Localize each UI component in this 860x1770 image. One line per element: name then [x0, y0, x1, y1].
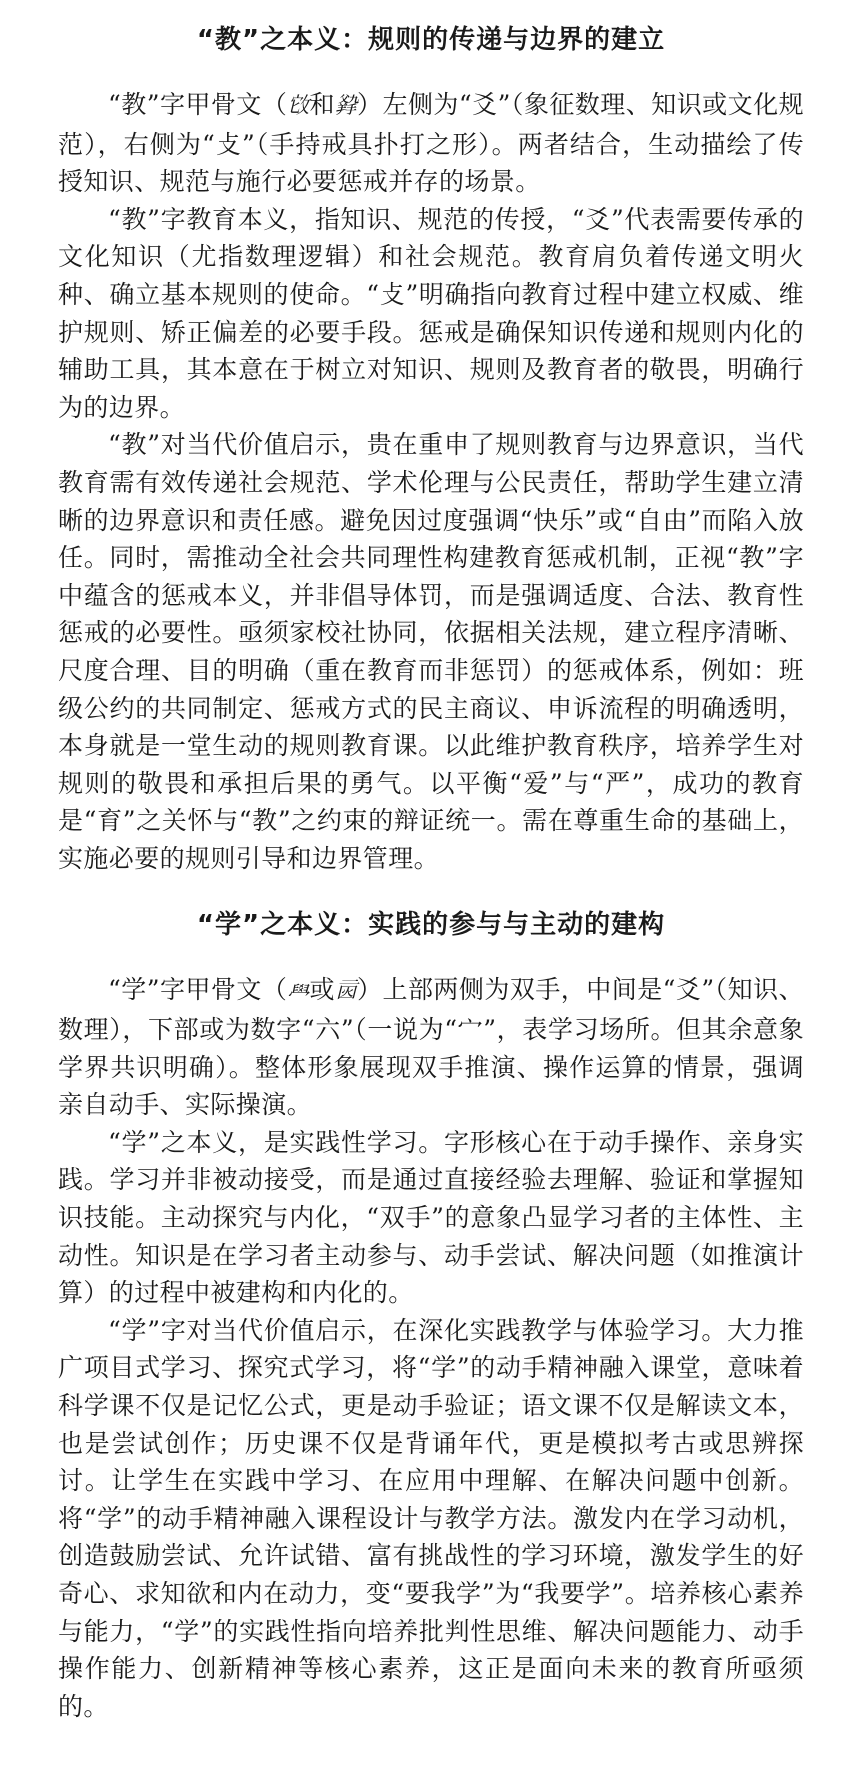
paragraph-text: “学”字甲骨文（ [108, 975, 288, 1005]
paragraph-xue-meaning: “学”之本义，是实践性学习。字形核心在于动手操作、亲身实践。学习并非被动接受，而是通过直接经验去理解、验证和掌握知识技能。主动探究与内化，“双手”的意象凸显学习者的主体性、主动性。知识是在学习者主动参与、动手尝试、解决问题（如推演计算）的过程中被建构和内化的。 [58, 1127, 804, 1308]
oracle-bone-glyph-xue-2: 𠄰 [334, 979, 357, 1005]
paragraph-text: 和 [309, 90, 335, 119]
paragraph-jiao-oracle-bone [58, 86, 804, 201]
oracle-bone-glyph-xue-1: 𦥯 [287, 979, 310, 1005]
paragraph-text: 或 [309, 975, 335, 1005]
paragraph-text: ）上部两侧为双手，中间是“爻”（知识、数理），下部或为数字“六”（一说为“宀”，表学习场所。但其余意象学界共识明确）。整体形象展现双手推演、操作运算的情景，强调亲自动手、实际操演。 [58, 975, 804, 1120]
section-xue [58, 903, 804, 1725]
paragraph-text: “教”字甲骨文（ [108, 90, 288, 119]
paragraph-jiao-meaning: “教”字教育本义，指知识、规范的传授，“爻”代表需要传承的文化知识（尤指数理逻辑）和社会规范。教育肩负着传递文明火种、确立基本规则的使命。“攴”明确指向教育过程中建立权威、维护规则、矫正偏差的必要手段。惩戒是确保知识传递和规则内化的辅助工具，其本意在于树立对知识、规则及教育者的敬畏，明确行为的边界。 [58, 204, 804, 422]
paragraph-text: ）左侧为“爻”（象征数理、知识或文化规范），右侧为“攴”（手持戒具扑打之形）。两者结合，生动描绘了传授知识、规范与施行必要惩戒并存的场景。 [58, 90, 804, 197]
oracle-bone-glyph-jiao-2: 𤕛 [334, 94, 357, 119]
section-title-xue: “学”之本义：实践的参与与主动的建构 [196, 910, 666, 941]
oracle-bone-glyph-jiao-1: 𢼊 [287, 94, 310, 119]
paragraph-xue-oracle-bone [58, 971, 804, 1123]
paragraph-jiao-contemporary: “教”对当代价值启示，贵在重申了规则教育与边界意识，当代教育需有效传递社会规范、学术伦理与公民责任，帮助学生建立清晰的边界意识和责任感。避免因过度强调“快乐”或“自由”而陷入放任。同时，需推动全社会共同理性构建教育惩戒机制，正视“教”字中蕴含的惩戒本义，并非倡导体罚，而是强调适度、合法、教育性惩戒的必要性。亟须家校社协同，依据相关法规，建立程序清晰、尺度合理、目的明确（重在教育而非惩罚）的惩戒体系，例如：班级公约的共同制定、惩戒方式的民主商议、申诉流程的明确透明，本身就是一堂生动的规则教育课。以此维护教育秩序，培养学生对规则的敬畏和承担后果的勇气。以平衡“爱”与“严”，成功的教育是“育”之关怀与“教”之约束的辩证统一。需在尊重生命的基础上，实施必要的规则引导和边界管理。 [58, 430, 804, 873]
paragraph-xue-contemporary: “学”字对当代价值启示，在深化实践教学与体验学习。大力推广项目式学习、探究式学习，将“学”的动手精神融入课堂，意味着科学课不仅是记忆公式，更是动手验证；语文课不仅是解读文本，也是尝试创作；历史课不仅是背诵年代，更是模拟考古或思辨探讨。让学生在实践中学习、在应用中理解、在解决问题中创新。将“学”的动手精神融入课程设计与教学方法。激发内在学习动机，创造鼓励尝试、允许试错、富有挑战性的学习环境，激发学生的好奇心、求知欲和内在动力，变“要我学”为“我要学”。培养核心素养与能力，“学”的实践性指向培养批判性思维、解决问题能力、动手操作能力、创新精神等核心素养，这正是面向未来的教育所亟须的。 [58, 1315, 804, 1721]
section-jiao [58, 18, 804, 877]
section-title-jiao: “教”之本义：规则的传递与边界的建立 [196, 25, 666, 55]
